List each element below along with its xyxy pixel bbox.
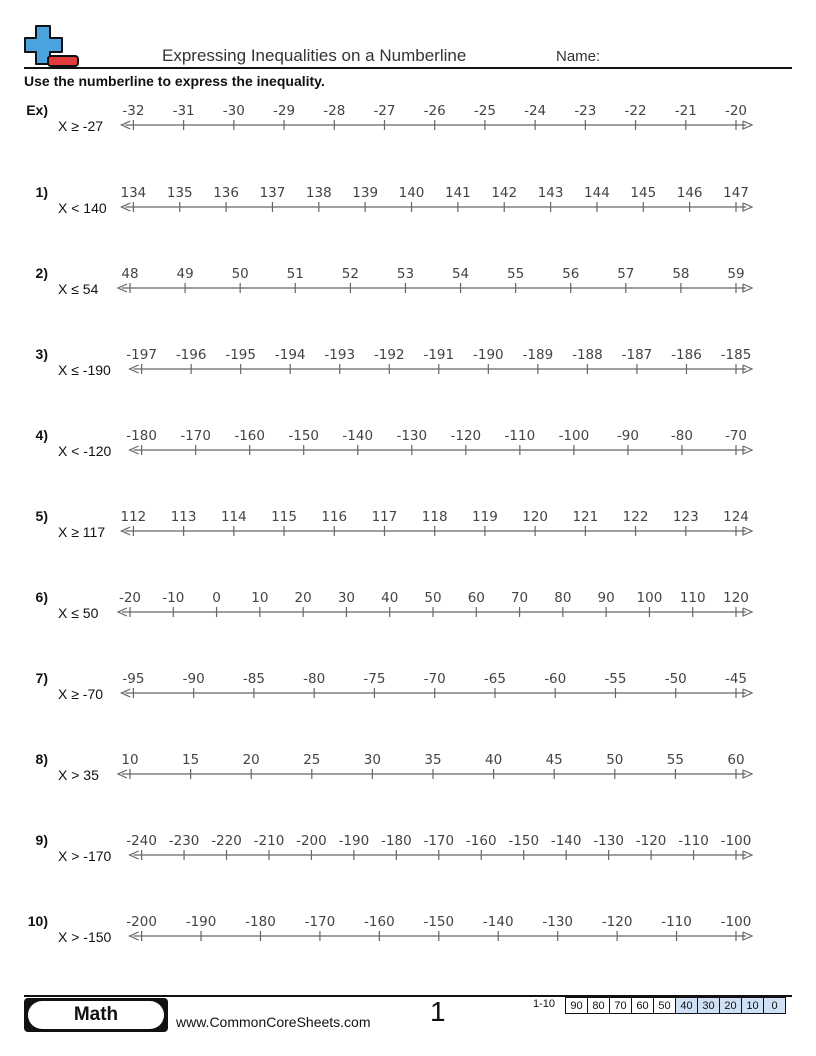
tick-label: 145	[630, 185, 657, 201]
tick-label: -120	[601, 914, 633, 930]
problem-3	[0, 344, 816, 406]
tick-label: -193	[324, 347, 356, 363]
tick-label: -196	[175, 347, 207, 363]
tick-label: -150	[508, 833, 540, 849]
tick-label: -80	[670, 428, 693, 444]
problem-number: 9)	[35, 832, 48, 848]
tick-label: -85	[242, 671, 265, 687]
tick-label: -110	[678, 833, 709, 849]
problem-9	[0, 830, 816, 892]
tick-label: -80	[303, 671, 326, 687]
tick-label: 100	[636, 590, 663, 606]
tick-label: -23	[574, 103, 597, 119]
tick-label: -191	[423, 347, 455, 363]
tick-label: -240	[126, 833, 157, 849]
problem-number: 4)	[35, 427, 48, 443]
tick-label: 60	[467, 590, 485, 606]
tick-label: 55	[507, 266, 525, 282]
tick-label: -185	[720, 347, 752, 363]
tick-label: -180	[381, 833, 412, 849]
inequality-text: X > 35	[58, 767, 99, 783]
problem-number: 7)	[35, 670, 48, 686]
tick-label: -170	[304, 914, 336, 930]
tick-label: 144	[584, 185, 610, 201]
score-cell: 10	[742, 998, 764, 1014]
tick-label: 48	[121, 266, 139, 282]
tick-label: 45	[545, 752, 563, 768]
tick-label: 147	[723, 185, 749, 201]
tick-label: 30	[337, 590, 356, 606]
tick-label: 50	[424, 590, 442, 606]
instructions: Use the numberline to express the inequality.	[24, 73, 325, 89]
tick-label: 124	[723, 509, 749, 525]
score-cell: 30	[698, 998, 720, 1014]
tick-label: 70	[510, 590, 529, 606]
inequality-text: X ≥ -70	[58, 686, 104, 702]
problem-number: 8)	[35, 751, 48, 767]
tick-label: 123	[672, 509, 699, 525]
tick-label: -24	[524, 103, 547, 119]
tick-label: -186	[671, 347, 702, 363]
tick-label: -195	[225, 347, 256, 363]
tick-label: 58	[672, 266, 690, 282]
inequality-text: X ≤ 54	[58, 281, 99, 297]
tick-label: -110	[661, 914, 692, 930]
tick-label: 121	[572, 509, 599, 525]
tick-label: 52	[341, 266, 359, 282]
tick-label: -29	[273, 103, 296, 119]
tick-label: 120	[723, 590, 749, 606]
tick-label: 113	[170, 509, 197, 525]
number-line	[0, 425, 816, 465]
tick-label: 50	[606, 752, 624, 768]
tick-label: 136	[213, 185, 239, 201]
tick-label: -20	[724, 103, 748, 119]
tick-label: -50	[664, 671, 687, 687]
score-range-label: 1-10	[533, 998, 556, 1010]
subject-badge	[24, 998, 168, 1032]
tick-label: 119	[472, 509, 498, 525]
tick-label: 10	[251, 590, 269, 606]
score-cell: 60	[632, 998, 654, 1014]
tick-label: -189	[522, 347, 554, 363]
tick-label: 10	[121, 752, 139, 768]
worksheet-title: Expressing Inequalities on a Numberline	[162, 46, 467, 65]
website-link: www.CommonCoreSheets.com	[176, 1014, 371, 1030]
tick-label: -220	[211, 833, 242, 849]
tick-label: 20	[294, 590, 312, 606]
problem-number: Ex)	[26, 102, 48, 118]
tick-label: 53	[396, 266, 415, 282]
tick-label: -65	[483, 671, 506, 687]
tick-label: -31	[172, 103, 195, 119]
tick-label: -30	[222, 103, 245, 119]
inequality-text: X ≤ 50	[58, 605, 99, 621]
tick-label: 140	[398, 185, 425, 201]
tick-label: 50	[231, 266, 249, 282]
number-line	[0, 506, 816, 546]
inequality-text: X < 140	[58, 200, 107, 216]
score-table	[565, 997, 786, 1014]
tick-label: -55	[604, 671, 627, 687]
tick-label: 143	[537, 185, 564, 201]
header-divider	[24, 67, 792, 69]
number-line	[0, 587, 816, 627]
tick-label: -100	[720, 833, 752, 849]
problem-10	[0, 911, 816, 973]
problem-number: 1)	[35, 184, 48, 200]
problem-number: 2)	[35, 265, 48, 281]
problem-7	[0, 668, 816, 730]
inequality-text: X < -120	[58, 443, 112, 459]
tick-label: 20	[242, 752, 260, 768]
problem-number: 6)	[35, 589, 48, 605]
problem-4	[0, 425, 816, 487]
score-cell: 40	[676, 998, 698, 1014]
tick-label: -194	[274, 347, 306, 363]
tick-label: -70	[423, 671, 446, 687]
number-line	[0, 344, 816, 384]
number-line	[0, 830, 816, 870]
tick-label: -190	[185, 914, 217, 930]
tick-label: -130	[396, 428, 428, 444]
tick-label: 40	[485, 752, 503, 768]
tick-label: 25	[303, 752, 321, 768]
tick-label: -150	[423, 914, 455, 930]
tick-label: 137	[259, 185, 286, 201]
inequality-text: X > -170	[58, 848, 112, 864]
tick-label: -25	[473, 103, 496, 119]
tick-label: -100	[558, 428, 590, 444]
tick-label: -110	[504, 428, 536, 444]
tick-label: 0	[212, 590, 221, 606]
tick-label: 146	[676, 185, 703, 201]
problem-2	[0, 263, 816, 325]
tick-label: 90	[597, 590, 615, 606]
logo-icon	[24, 24, 80, 68]
tick-label: -160	[364, 914, 395, 930]
tick-label: 80	[554, 590, 572, 606]
tick-label: 40	[381, 590, 399, 606]
tick-label: -140	[342, 428, 374, 444]
tick-label: 134	[120, 185, 147, 201]
tick-label: -120	[635, 833, 667, 849]
tick-label: 54	[451, 266, 470, 282]
tick-label: -60	[544, 671, 567, 687]
tick-label: 114	[220, 509, 247, 525]
tick-label: -230	[168, 833, 200, 849]
tick-label: -130	[542, 914, 574, 930]
tick-label: -130	[593, 833, 624, 849]
score-cell: 80	[588, 998, 610, 1014]
inequality-text: X > -150	[58, 929, 112, 945]
tick-label: 112	[120, 509, 147, 525]
tick-label: -45	[724, 671, 748, 687]
inequality-text: X ≥ 117	[58, 524, 106, 540]
tick-label: -180	[126, 428, 157, 444]
tick-label: -26	[423, 103, 446, 119]
tick-label: -150	[288, 428, 320, 444]
tick-label: -75	[363, 671, 386, 687]
number-line	[0, 749, 816, 789]
page-number: 1	[430, 996, 446, 1027]
problem-6	[0, 587, 816, 649]
tick-label: -188	[572, 347, 603, 363]
inequality-text: X ≥ -27	[58, 118, 104, 134]
name-label: Name:	[556, 48, 601, 65]
tick-label: 135	[166, 185, 193, 201]
score-cell: 0	[764, 998, 786, 1014]
subject-label: Math	[28, 1001, 164, 1029]
tick-label: 30	[363, 752, 381, 768]
problem-0	[0, 100, 816, 162]
tick-label: -32	[122, 103, 145, 119]
tick-label: -187	[621, 347, 653, 363]
tick-label: -160	[465, 833, 497, 849]
tick-label: -170	[423, 833, 455, 849]
score-cell: 50	[654, 998, 676, 1014]
score-cell: 70	[610, 998, 632, 1014]
tick-label: 115	[271, 509, 297, 525]
tick-label: -190	[338, 833, 370, 849]
tick-label: -90	[616, 428, 639, 444]
tick-label: 57	[617, 266, 635, 282]
tick-label: 49	[176, 266, 194, 282]
tick-label: 120	[522, 509, 549, 525]
tick-label: 118	[421, 509, 448, 525]
tick-label: 139	[352, 185, 379, 201]
tick-label: 122	[622, 509, 649, 525]
tick-label: 35	[424, 752, 442, 768]
tick-label: -90	[182, 671, 205, 687]
tick-label: -20	[118, 590, 142, 606]
tick-label: 55	[666, 752, 684, 768]
tick-label: -22	[624, 103, 647, 119]
tick-label: -200	[296, 833, 327, 849]
tick-label: -170	[180, 428, 211, 444]
tick-label: -10	[162, 590, 185, 606]
tick-label: -100	[720, 914, 752, 930]
inequality-text: X ≤ -190	[58, 362, 111, 378]
score-cell: 90	[566, 998, 588, 1014]
number-line	[0, 182, 816, 222]
tick-label: -200	[126, 914, 157, 930]
tick-label: -27	[373, 103, 396, 119]
tick-label: 15	[182, 752, 200, 768]
problem-1	[0, 182, 816, 244]
tick-label: -180	[245, 914, 276, 930]
tick-label: -192	[373, 347, 405, 363]
problem-number: 10)	[27, 913, 48, 929]
problem-8	[0, 749, 816, 811]
tick-label: 142	[491, 185, 518, 201]
tick-label: 51	[286, 266, 304, 282]
tick-label: 141	[444, 185, 471, 201]
tick-label: -160	[234, 428, 265, 444]
problem-number: 5)	[35, 508, 48, 524]
tick-label: -120	[450, 428, 482, 444]
problem-5	[0, 506, 816, 568]
tick-label: -197	[126, 347, 157, 363]
number-line	[0, 668, 816, 708]
number-line	[0, 263, 816, 303]
tick-label: -28	[323, 103, 346, 119]
tick-label: -70	[724, 428, 748, 444]
tick-label: -190	[473, 347, 504, 363]
tick-label: -140	[550, 833, 582, 849]
tick-label: -210	[253, 833, 285, 849]
tick-label: 117	[371, 509, 398, 525]
tick-label: -21	[674, 103, 697, 119]
tick-label: -140	[482, 914, 514, 930]
tick-label: 59	[727, 266, 745, 282]
tick-label: 138	[305, 185, 332, 201]
number-line	[0, 911, 816, 951]
tick-label: 116	[321, 509, 348, 525]
tick-label: 110	[679, 590, 706, 606]
score-cell: 20	[720, 998, 742, 1014]
problem-number: 3)	[35, 346, 48, 362]
number-line	[0, 100, 816, 140]
tick-label: 60	[727, 752, 745, 768]
tick-label: 56	[562, 266, 580, 282]
tick-label: -95	[122, 671, 145, 687]
